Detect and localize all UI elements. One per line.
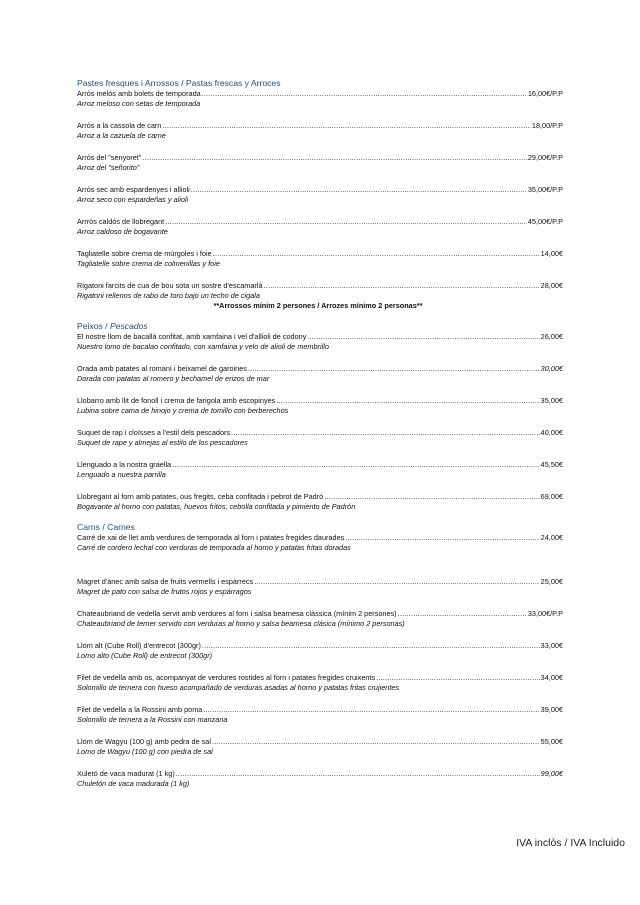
section-title xyxy=(77,522,563,533)
menu-section xyxy=(77,78,563,311)
dish-name: Chateaubriand de vedella servit amb verdures al forn i salsa bearnesa clàssica (mínim 2 persones) xyxy=(77,609,397,618)
dish-name: El nostre llom de bacallà confitat, amb xamfaina i vel d'allioli de codony xyxy=(77,332,307,341)
dish-line xyxy=(77,428,563,438)
dish-line xyxy=(77,577,563,587)
dish-price: 16,00€/P.P xyxy=(527,89,563,98)
dot-leader xyxy=(191,185,527,195)
dish-name: Xuletó de vaca madurat (1 kg) xyxy=(77,769,175,778)
menu-section xyxy=(77,321,563,512)
dish-line xyxy=(77,641,563,651)
dish-translation: Magret de pato con salsa de frutos rojos y espárragos xyxy=(77,587,252,596)
menu-item xyxy=(77,396,563,416)
dish-name: Filet de vedella a la Rossini amb poma xyxy=(77,705,203,714)
dish-price: 45,50€ xyxy=(540,460,563,469)
menu-item xyxy=(77,673,563,693)
section-title-separator: / xyxy=(99,522,108,532)
dish-name: Orada amb patates al romaní i beixamel de garoines xyxy=(77,364,247,373)
dish-price: 26,00€ xyxy=(540,332,563,341)
menu-section xyxy=(77,522,563,789)
dish-price: 55,00€ xyxy=(540,737,563,746)
menu-item xyxy=(77,217,563,237)
dot-leader xyxy=(212,737,540,747)
dish-name: Llom alt (Cube Roll) d'entrecot (300gr) xyxy=(77,641,201,650)
dish-translation: Bogavante al horno con patatas, huevos fritos, cebolla confitada y pimiento de Padrón xyxy=(77,502,356,511)
dish-line xyxy=(77,396,563,406)
dish-price: 25,00€ xyxy=(540,577,563,586)
section-title-catalan: Carns xyxy=(77,522,100,532)
dish-line xyxy=(77,673,563,683)
dish-translation: Nuestro lomo de bacalao confitado, con xamfaina y velo de alioli de membrillo xyxy=(77,342,329,351)
dish-name: Llom de Wagyu (100 g) amb pedra de sal xyxy=(77,737,211,746)
dish-name: Llenguado a la nostra graella xyxy=(77,460,172,469)
dish-name: Carré de xai de llet amb verdures de temporada al forn i patates fregides daurades xyxy=(77,533,345,542)
dish-price: 45,00€/P.P xyxy=(527,217,563,226)
dish-translation: Lomo de Wagyu (100 g) con piedra de sal xyxy=(77,747,213,756)
dish-price: 99,00€ xyxy=(540,769,563,778)
dot-leader xyxy=(254,577,539,587)
dish-price: 33,00€ xyxy=(540,641,563,650)
dish-translation: Tagliatelle sobre crema de colmenillas y foie xyxy=(77,259,220,268)
dish-name: Suquet de rap i cloïsses a l'estil dels pescadors xyxy=(77,428,231,437)
dot-leader xyxy=(202,641,540,651)
dish-name: Tagliatelle sobre crema de múrgoles i foie xyxy=(77,249,212,258)
dot-leader xyxy=(376,673,540,683)
menu-item xyxy=(77,428,563,448)
dish-price: 28,00€ xyxy=(540,281,563,290)
dish-line xyxy=(77,533,563,543)
dish-name: Llobarro amb llit de fonoll i crema de farigola amb escopinyes xyxy=(77,396,276,405)
dish-translation: Arroz del "señorito" xyxy=(77,163,140,172)
dot-leader xyxy=(248,364,540,374)
dish-line xyxy=(77,769,563,779)
menu-item xyxy=(77,89,563,109)
dish-line xyxy=(77,121,563,131)
dish-price: 40,00€ xyxy=(540,428,563,437)
dish-name: Magret d'ànec amb salsa de fruits vermells i espàrrecs xyxy=(77,577,254,586)
menu-item xyxy=(77,460,563,480)
dish-name: Arròs a la cassola de carn xyxy=(77,121,162,130)
dot-leader xyxy=(203,705,539,715)
menu-item xyxy=(77,332,563,352)
dish-price: 18,00/P.P xyxy=(531,121,563,130)
dish-name: Llobregant al forn amb patates, ous fregits, ceba confitada i pebrot de Padró xyxy=(77,492,324,501)
dish-translation: Dorada con patatas al romero y bechamel de erizos de mar xyxy=(77,374,270,383)
dish-translation: Arroz meloso con setas de temporada xyxy=(77,99,201,108)
dish-line xyxy=(77,281,563,291)
dish-translation: Carré de cordero lechal con verduras de temporada al horno y patatas fritas doradas xyxy=(77,543,351,552)
menu-list xyxy=(77,78,563,789)
dish-name: Rigatoni farcits de cua de bou sota un sostre d'escamarlà xyxy=(77,281,263,290)
dish-line xyxy=(77,705,563,715)
dot-leader xyxy=(324,492,539,502)
dish-line xyxy=(77,332,563,342)
dot-leader xyxy=(213,249,540,259)
dish-name: Arrròs caldós de llobregant xyxy=(77,217,165,226)
dish-line xyxy=(77,89,563,99)
dish-price: 33,00€/P.P xyxy=(527,609,563,618)
dish-price: 14,00€ xyxy=(540,249,563,258)
menu-item xyxy=(77,153,563,173)
dot-leader xyxy=(202,89,527,99)
menu-item xyxy=(77,121,563,141)
section-title-catalan: Peixos xyxy=(77,321,103,331)
menu-item xyxy=(77,364,563,384)
section-title xyxy=(77,321,563,332)
menu-item xyxy=(77,609,563,629)
menu-item xyxy=(77,705,563,725)
dish-price: 30,00€ xyxy=(540,364,563,373)
dot-leader xyxy=(264,281,540,291)
dish-price: 34,00€ xyxy=(540,673,563,682)
dish-line xyxy=(77,609,563,619)
dish-price: 35,00€/P.P xyxy=(527,185,563,194)
dot-leader xyxy=(172,460,540,470)
dish-line xyxy=(77,737,563,747)
dish-line xyxy=(77,185,563,195)
vat-notice: IVA inclòs / IVA Incluido xyxy=(516,837,625,849)
dish-translation: Rigatoni rellenos de rabo de toro bajo un techo de cigala xyxy=(77,291,260,300)
dish-translation: Arroz a la cazuela de carne xyxy=(77,131,166,140)
dish-translation: Lubina sobre cama de hinojo y crema de tomillo con berberechos xyxy=(77,406,289,415)
dot-leader xyxy=(345,533,539,543)
dot-leader xyxy=(165,217,527,227)
dot-leader xyxy=(231,428,540,438)
dish-translation: Solomillo de ternera con hueso acompañado de verduras asadas al horno y patatas fritas crujientes xyxy=(77,683,400,692)
dish-price: 39,00€ xyxy=(540,705,563,714)
dot-leader xyxy=(176,769,540,779)
dot-leader xyxy=(307,332,539,342)
section-title-spanish: Carnes xyxy=(107,522,135,532)
dish-name: Filet de vedella amb os, acompanyat de verdures rostides al forn i patates fregides cruixents xyxy=(77,673,376,682)
dish-price: 29,00€/P.P xyxy=(527,153,563,162)
menu-item xyxy=(77,641,563,661)
dish-price: 24,00€ xyxy=(540,533,563,542)
dish-translation: Lomo alto (Cube Roll) de entrecot (300gr) xyxy=(77,651,213,660)
dish-line xyxy=(77,217,563,227)
menu-item xyxy=(77,533,563,553)
dish-translation: Arroz caldoso de bogavante xyxy=(77,227,168,236)
section-title-separator: / xyxy=(178,78,186,88)
menu-item xyxy=(77,577,563,597)
dish-line xyxy=(77,249,563,259)
section-title-separator: / xyxy=(102,321,110,331)
rice-note: **Arrossos mínim 2 persones / Arrozes mínimo 2 personas** xyxy=(213,301,423,310)
dish-line xyxy=(77,153,563,163)
dish-translation: Lenguado a nuestra parrilla xyxy=(77,470,166,479)
section-title-spanish: Pastas frescas y Arroces xyxy=(185,78,281,88)
dish-translation: Arroz seco con espardeñas y alioli xyxy=(77,195,189,204)
dot-leader xyxy=(162,121,531,131)
dish-translation: Solomillo de ternera a la Rossini con manzana xyxy=(77,715,228,724)
menu-item xyxy=(77,281,563,301)
menu-item xyxy=(77,492,563,512)
dot-leader xyxy=(398,609,527,619)
menu-item xyxy=(77,249,563,269)
section-title-catalan: Pastes fresques i Arrossos xyxy=(77,78,179,88)
dish-name: Arròs sec amb espardenyes i allioli xyxy=(77,185,190,194)
menu-item xyxy=(77,737,563,757)
dish-name: Arròs melós amb bolets de temporada xyxy=(77,89,201,98)
dish-name: Arròs del "senyoret" xyxy=(77,153,142,162)
dish-translation: Chateaubriand de terner servido con verduras al horno y salsa bearnesa clásica (mínimo 2 personas) xyxy=(77,619,405,628)
dish-price: 35,00€ xyxy=(540,396,563,405)
section-title xyxy=(77,78,563,89)
dish-line xyxy=(77,492,563,502)
dish-line xyxy=(77,364,563,374)
dish-line xyxy=(77,460,563,470)
section-title-spanish: Pescados xyxy=(109,321,148,331)
dish-translation: Suquet de rape y almejas al estilo de los pescadores xyxy=(77,438,248,447)
menu-item xyxy=(77,185,563,205)
dot-leader xyxy=(276,396,539,406)
dot-leader xyxy=(142,153,526,163)
dish-price: 69,00€ xyxy=(540,492,563,501)
menu-item xyxy=(77,769,563,789)
dish-translation: Chuletón de vaca madurada (1 kg) xyxy=(77,779,190,788)
